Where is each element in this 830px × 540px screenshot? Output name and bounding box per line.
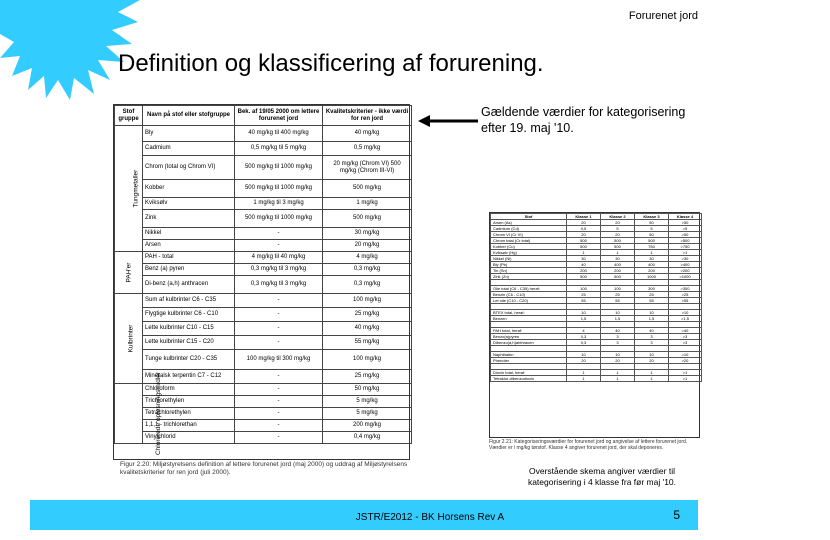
table-cell: 10: [635, 310, 669, 316]
table-cell: Nikkel: [143, 228, 235, 240]
table-cell: -: [235, 370, 323, 384]
slide-title: Definition og klassificering af forurening.: [118, 50, 544, 77]
table-cell: Cadmium (Cd): [491, 226, 567, 232]
table-cell: 4 mg/kg til 40 mg/kg: [235, 252, 323, 264]
table-cell: Kobber: [143, 180, 235, 198]
table-header-row: [115, 106, 412, 126]
group-label-text: PAH'er: [125, 262, 132, 282]
table-row: [115, 276, 412, 294]
table-cell: >300: [669, 286, 702, 292]
table-cell: 55: [567, 298, 601, 304]
table-cell: 500 mg/kg til 1000 mg/kg: [235, 180, 323, 198]
table-row: [115, 240, 412, 252]
table-cell: 20: [601, 220, 635, 226]
table-cell: Mineralsk terpentin C7 - C12: [143, 370, 235, 384]
table-row: [115, 294, 412, 308]
table-cell: 0,5 mg/kg: [323, 142, 412, 156]
table-cell: -: [235, 294, 323, 308]
table-cell: Kobber (Cu): [491, 244, 567, 250]
table-cell: >1: [669, 376, 702, 382]
table-cell: 750: [635, 244, 669, 250]
table-cell: >20: [669, 358, 702, 364]
table-cell: >5: [669, 226, 702, 232]
table-row: [115, 198, 412, 210]
table-cell: >1000: [669, 274, 702, 280]
table-cell: 20: [567, 220, 601, 226]
table-row: [115, 156, 412, 180]
table-cell: 40 mg/kg: [323, 322, 412, 336]
table-cell: -: [235, 384, 323, 396]
table-row: [115, 350, 412, 370]
group-label-text: Kulbrinter: [127, 324, 135, 352]
table-cell: 30: [567, 256, 601, 262]
table-cell: 30 mg/kg: [323, 228, 412, 240]
table-cell: 5: [635, 226, 669, 232]
table-cell: 500: [567, 274, 601, 280]
table-cell: Chrom VI (Cr VI): [491, 232, 567, 238]
table-cell: 0,5: [567, 226, 601, 232]
table-cell: Bly: [143, 126, 235, 142]
table-cell: Cadmium: [143, 142, 235, 156]
table-cell: 1: [567, 250, 601, 256]
table-cell: Chrom total (Cr total): [491, 238, 567, 244]
table-cell: -: [235, 240, 323, 252]
table-cell: Kviksølv: [143, 198, 235, 210]
header-label: Forurenet jord: [628, 10, 698, 22]
table-cell: >500: [669, 238, 702, 244]
table-cell: Benz (a) pyren: [143, 264, 235, 276]
table-cell: 10: [601, 310, 635, 316]
table-cell: 500: [601, 274, 635, 280]
table-cell: >400: [669, 262, 702, 268]
table-cell: 20 mg/kg: [323, 240, 412, 252]
classification-table: [489, 212, 700, 438]
table-cell: Sum af kulbrinter C6 - C35: [143, 294, 235, 308]
table-cell: 1: [567, 370, 601, 376]
group-label: [115, 252, 143, 294]
table-cell: Let olie (C10 - C20): [491, 298, 567, 304]
table-cell: 1,5: [567, 316, 601, 322]
table-cell: Phenoler: [491, 358, 567, 364]
table-cell: >40: [669, 328, 702, 334]
table-cell: 1: [635, 370, 669, 376]
table-cell: 500: [567, 244, 601, 250]
table-cell: >10: [669, 352, 702, 358]
table-cell: 500 mg/kg: [323, 210, 412, 228]
table-cell: Bly (Pb): [491, 262, 567, 268]
column-header: Navn på stof eller stofgruppe: [143, 106, 235, 126]
table-cell: 50: [635, 232, 669, 238]
table-cell: 55: [601, 298, 635, 304]
table-cell: 400: [635, 262, 669, 268]
table-cell: 400: [601, 262, 635, 268]
table-row: [115, 308, 412, 322]
table-cell: 300: [635, 286, 669, 292]
table-cell: Olie total (C6 - C35) heraf:: [491, 286, 567, 292]
table-cell: 0,3 mg/kg til 3 mg/kg: [235, 276, 323, 294]
table-cell: Naphthalen: [491, 352, 567, 358]
table-cell: 500: [635, 238, 669, 244]
page-number: 5: [673, 508, 680, 522]
table-cell: 1,5: [601, 316, 635, 322]
table-cell: 4 mg/kg: [323, 252, 412, 264]
table-cell: 25 mg/kg: [323, 308, 412, 322]
table-cell: 25: [601, 292, 635, 298]
table-cell: 5 mg/kg: [323, 396, 412, 408]
table-row: [491, 376, 702, 382]
table-cell: 3: [635, 334, 669, 340]
table-cell: -: [235, 336, 323, 350]
table-cell: 0,4 mg/kg: [323, 432, 412, 444]
figure-caption-right: Figur 2.21: Kategoriseringsværdier for forurenet jord og angivelse af lettere forurenet jord. Værdier er i mg/kg tørstof. Klasse 4 angiver forurenet jord, der skal deponeres.: [489, 439, 688, 451]
table-row: [115, 384, 412, 396]
table-cell: Arsen: [143, 240, 235, 252]
table-row: [115, 252, 412, 264]
table-cell: 0,3 mg/kg til 3 mg/kg: [235, 264, 323, 276]
table-cell: -: [235, 308, 323, 322]
table-cell: >1: [669, 370, 702, 376]
column-header: Stof: [491, 214, 567, 220]
table-cell: Trichlorethylen: [143, 396, 235, 408]
table-cell: PAH total, heraf:: [491, 328, 567, 334]
table-cell: 50 mg/kg: [323, 384, 412, 396]
table-cell: 0,3 mg/kg: [323, 264, 412, 276]
table-cell: 200: [567, 268, 601, 274]
table-cell: 100 mg/kg: [323, 350, 412, 370]
table-cell: 5: [601, 226, 635, 232]
table-cell: 500: [567, 238, 601, 244]
table-cell: 10: [567, 352, 601, 358]
table-cell: 5 mg/kg: [323, 408, 412, 420]
table-cell: 100 mg/kg: [323, 294, 412, 308]
table-cell: Benzen: [491, 316, 567, 322]
table-cell: -: [235, 396, 323, 408]
table-cell: Tin (Sn): [491, 268, 567, 274]
column-header: Klasse 2: [601, 214, 635, 220]
table-cell: Flygtige kulbrinter C6 - C10: [143, 308, 235, 322]
table-cell: 1000: [635, 274, 669, 280]
table-cell: >3: [669, 340, 702, 346]
table-cell: 40 mg/kg til 400 mg/kg: [235, 126, 323, 142]
table-cell: 200: [601, 268, 635, 274]
table-cell: 55: [635, 298, 669, 304]
classification-table-body: [491, 220, 702, 382]
group-label-text: Chlorerede opløsningsmidler: [155, 371, 163, 455]
table-cell: 3: [601, 340, 635, 346]
table-cell: 10: [635, 352, 669, 358]
table-row: [115, 210, 412, 228]
table-cell: Lette kulbrinter C15 - C20: [143, 336, 235, 350]
table-cell: 40: [567, 262, 601, 268]
table-cell: 500: [601, 238, 635, 244]
group-label-text: Tungmetaller: [132, 169, 140, 207]
table-cell: 0,3: [567, 340, 601, 346]
table-cell: >25: [669, 292, 702, 298]
table-cell: Tetraklor-dibenzodioxin: [491, 376, 567, 382]
table-cell: 500 mg/kg: [323, 180, 412, 198]
table-cell: 25: [635, 292, 669, 298]
table-cell: 30: [601, 256, 635, 262]
table-cell: 25: [567, 292, 601, 298]
table-row: [115, 126, 412, 142]
table-cell: 3: [635, 340, 669, 346]
table-cell: 20: [601, 358, 635, 364]
table-cell: 3: [601, 334, 635, 340]
table-cell: 1: [601, 250, 635, 256]
table-cell: -: [235, 228, 323, 240]
table-cell: 20: [567, 358, 601, 364]
table-cell: -: [235, 432, 323, 444]
table-cell: 200: [635, 268, 669, 274]
table-cell: >30: [669, 256, 702, 262]
table-cell: Zink (Zn): [491, 274, 567, 280]
table-cell: Tunge kulbrinter C20 - C35: [143, 350, 235, 370]
table-row: [115, 180, 412, 198]
table-cell: >55: [669, 298, 702, 304]
table-cell: Chrom (total og Chrom VI): [143, 156, 235, 180]
table-cell: 1: [601, 370, 635, 376]
table-cell: 10: [567, 310, 601, 316]
table-cell: >10: [669, 310, 702, 316]
table-cell: Chloroform: [143, 384, 235, 396]
table-cell: PAH - total: [143, 252, 235, 264]
left-arrow-icon: [418, 114, 480, 128]
table-cell: 30: [635, 256, 669, 262]
table-cell: 20: [601, 232, 635, 238]
table-cell: 1,1,1 - trichlorethan: [143, 420, 235, 432]
table-cell: 500: [601, 244, 635, 250]
table-cell: 1: [635, 376, 669, 382]
column-header: Kvalitetskriterier - ikke værdi for ren jord: [323, 106, 412, 126]
table-row: [115, 228, 412, 240]
column-header: Klasse 1: [567, 214, 601, 220]
table-cell: 1: [567, 376, 601, 382]
table-cell: Lette kulbrinter C10 - C15: [143, 322, 235, 336]
old-values-note: Overstående skema angiver værdier til kategorisering i 4 klasse fra før maj '10.: [527, 466, 677, 487]
table-cell: 25 mg/kg: [323, 370, 412, 384]
table-cell: Nikkel (Ni): [491, 256, 567, 262]
table-cell: >1: [669, 250, 702, 256]
table-cell: 100: [601, 286, 635, 292]
footer-bar: [30, 500, 698, 530]
table-cell: Vinylchlorid: [143, 432, 235, 444]
table-cell: 40: [635, 328, 669, 334]
table-cell: 4: [567, 328, 601, 334]
table-cell: Di-benz (a,h) anthracen: [143, 276, 235, 294]
table-cell: >1,5: [669, 316, 702, 322]
table-row: [115, 264, 412, 276]
table-cell: 1: [635, 250, 669, 256]
table-cell: 500 mg/kg til 1000 mg/kg: [235, 210, 323, 228]
table-cell: >750: [669, 244, 702, 250]
column-header: Klasse 4: [669, 214, 702, 220]
table-cell: 200 mg/kg: [323, 420, 412, 432]
table-cell: 50: [635, 220, 669, 226]
table-cell: -: [235, 420, 323, 432]
table-row: [115, 322, 412, 336]
contamination-criteria-table: [113, 104, 410, 460]
table-cell: 10: [601, 352, 635, 358]
column-header: Klasse 3: [635, 214, 669, 220]
footer-text: JSTR/E2012 - BK Horsens Rev A: [355, 512, 505, 523]
table-cell: 1: [601, 376, 635, 382]
group-label: [115, 126, 143, 252]
table-cell: Benzin (C6 - C10): [491, 292, 567, 298]
table-cell: 1 mg/kg til 3 mg/kg: [235, 198, 323, 210]
table-cell: 100 mg/kg til 300 mg/kg: [235, 350, 323, 370]
table-cell: 40 mg/kg: [323, 126, 412, 142]
table-cell: 0,3 mg/kg: [323, 276, 412, 294]
table-row: [115, 336, 412, 350]
table-cell: >3: [669, 334, 702, 340]
table-cell: Dibenzo(a,h)anthracen: [491, 340, 567, 346]
table-cell: Kviksølv (Hg): [491, 250, 567, 256]
table-cell: 40: [601, 328, 635, 334]
table-row: [115, 142, 412, 156]
figure-caption-left: Figur 2.20: Miljøstyrelsens definition af lettere forurenet jord (maj 2000) og uddrag af Miljøstyrelsens kvalitetskriterier for ren jord (juli 2000).: [120, 461, 408, 476]
table-cell: 1,5: [635, 316, 669, 322]
table-cell: -: [235, 408, 323, 420]
group-label: [115, 294, 143, 384]
table-cell: 20: [567, 232, 601, 238]
current-values-note: Gældende værdier for kategorisering efter 19. maj '10.: [481, 105, 686, 135]
table-cell: 500 mg/kg til 1000 mg/kg: [235, 156, 323, 180]
table-cell: >50: [669, 232, 702, 238]
table-cell: 0,5 mg/kg til 5 mg/kg: [235, 142, 323, 156]
table-cell: >50: [669, 220, 702, 226]
table-cell: Dioxin total, heraf:: [491, 370, 567, 376]
table-cell: -: [235, 322, 323, 336]
table-cell: >200: [669, 268, 702, 274]
table-cell: Zink: [143, 210, 235, 228]
table-cell: 1 mg/kg: [323, 198, 412, 210]
column-header: Bek. af 19/05 2000 om lettere forurenet jord: [235, 106, 323, 126]
table-cell: BTEX total, heraf:: [491, 310, 567, 316]
column-header: Stof gruppe: [115, 106, 143, 126]
table-cell: Arsen (As): [491, 220, 567, 226]
table-cell: Tetrachlorethylen: [143, 408, 235, 420]
table-cell: 55 mg/kg: [323, 336, 412, 350]
table-cell: 20: [635, 358, 669, 364]
table-cell: 100: [567, 286, 601, 292]
table-cell: 20 mg/kg (Chrom VI) 500 mg/kg (Chrom III-VI): [323, 156, 412, 180]
table-cell: 0,3: [567, 334, 601, 340]
table-cell: Benzo(a)pyren: [491, 334, 567, 340]
